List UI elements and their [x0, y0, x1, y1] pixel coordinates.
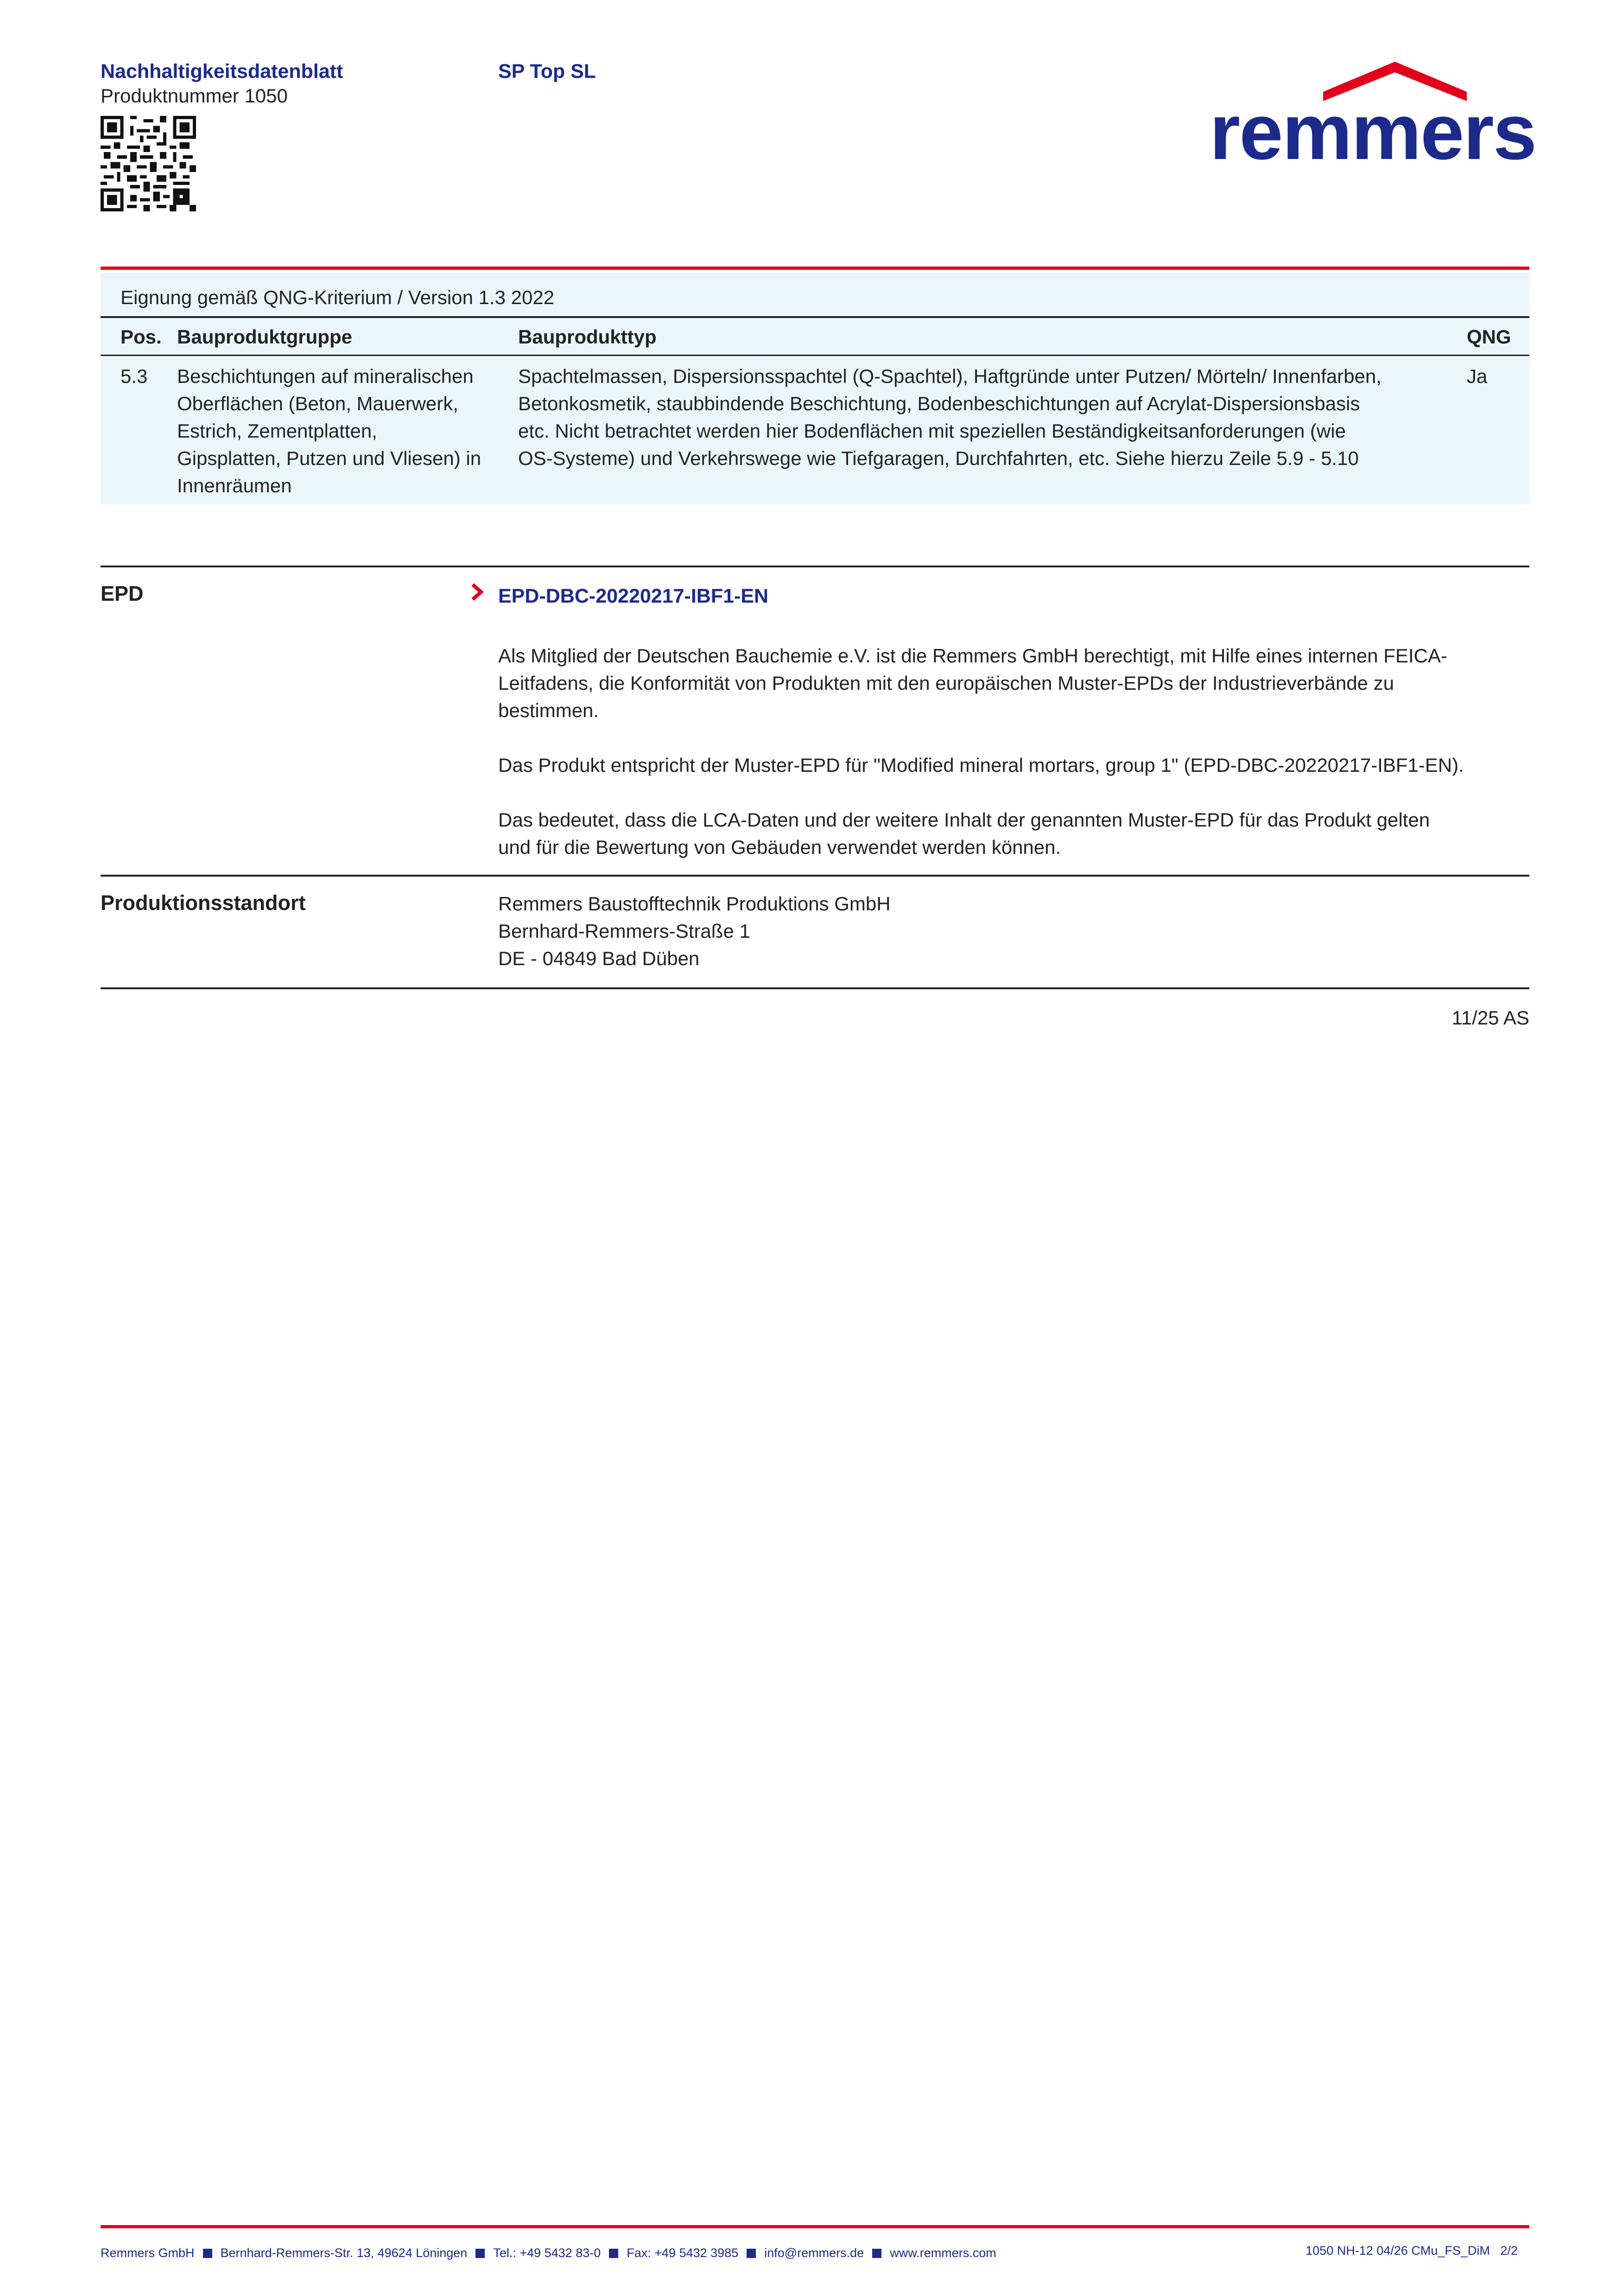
brand-logo: remmers — [1210, 88, 1536, 176]
epd-paragraph-2: Das Produkt entspricht der Muster-EPD für "Modified mineral mortars, group 1" (EPD-DBC-20220217-IBF1-EN). — [498, 754, 1464, 776]
epd-rule — [101, 566, 1529, 567]
footer-fax: Fax: +49 5432 3985 — [627, 2246, 739, 2260]
square-bullet-icon — [203, 2249, 212, 2258]
row-pos: 5.3 — [120, 365, 148, 387]
chevron-right-icon — [469, 582, 486, 602]
qr-code-icon — [101, 116, 196, 211]
epd-paragraph-3: Das bedeutet, dass die LCA-Daten und der weitere Inhalt der genannten Muster-EPD für das Produkt gelten und für die Bewertung von Gebäuden verwendet werden können. — [498, 809, 1430, 858]
col-header-pos: Pos. — [120, 326, 162, 348]
square-bullet-icon — [609, 2249, 618, 2258]
footer-website[interactable]: www.remmers.com — [890, 2246, 996, 2260]
epd-label: EPD — [101, 582, 144, 605]
epd-paragraph-1: Als Mitglied der Deutschen Bauchemie e.V. ist die Remmers GmbH berechtigt, mit Hilfe eines internen FEICA- Leitfadens, die Konformität von Produkten mit den europäischen Muster-EPDs der Industrieverbände zu bestimmen. — [498, 645, 1447, 721]
footer-doc-code: 1050 NH-12 04/26 CMu_FS_DiM 2/2 — [1305, 2244, 1518, 2258]
document-type: Nachhaltigkeitsdatenblatt — [101, 60, 343, 83]
page-code: 11/25 AS — [1451, 1007, 1529, 1029]
production-label: Produktionsstandort — [101, 891, 306, 915]
row-type: Spachtelmassen, Dispersionsspachtel (Q-Spachtel), Haftgründe unter Putzen/ Mörteln/ Innenfarben, Betonkosmetik, staubbindende Beschichtung, Bodenbeschichtungen auf Acrylat-Dispersionsbasis etc. Nicht betrachtet werden hier Bodenflächen mit speziellen Beständigkeitsanforderungen (wie OS-Systeme) und Verkehrswege wie Tiefgaragen, Durchfahrten, etc. Siehe hierzu Zeile 5.9 - 5.10 — [518, 365, 1381, 469]
top-red-rule — [101, 267, 1529, 270]
product-number: Produktnummer 1050 — [101, 85, 288, 107]
col-header-qng: QNG — [1467, 326, 1511, 348]
footer-red-rule — [101, 2225, 1529, 2228]
production-address: Remmers Baustofftechnik Produktions GmbH Bernhard-Remmers-Straße 1 DE - 04849 Bad Düben — [498, 893, 891, 969]
row-qng: Ja — [1467, 365, 1488, 387]
table-header-rule — [101, 355, 1529, 356]
col-header-type: Bauprodukttyp — [518, 326, 657, 348]
col-header-group: Bauproduktgruppe — [177, 326, 352, 348]
row-group: Beschichtungen auf mineralischen Oberflächen (Beton, Mauerwerk, Estrich, Zementplatten, Gipsplatten, Putzen und Vliesen) in Innenräumen — [177, 365, 482, 496]
bottom-rule — [101, 987, 1529, 989]
footer-email[interactable]: info@remmers.de — [764, 2246, 864, 2260]
footer-phone: Tel.: +49 5432 83-0 — [493, 2246, 601, 2260]
square-bullet-icon — [475, 2249, 485, 2258]
production-rule — [101, 875, 1529, 877]
epd-link[interactable]: EPD-DBC-20220217-IBF1-EN — [498, 585, 769, 607]
footer-company: Remmers GmbH — [101, 2246, 195, 2260]
square-bullet-icon — [872, 2249, 881, 2258]
qng-caption: Eignung gemäß QNG-Kriterium / Version 1.3 2022 — [120, 286, 555, 308]
table-rule — [101, 316, 1529, 318]
product-name: SP Top SL — [498, 60, 596, 83]
footer — [101, 2246, 996, 2260]
footer-address: Bernhard-Remmers-Str. 13, 49624 Löningen — [220, 2246, 468, 2260]
square-bullet-icon — [747, 2249, 756, 2258]
